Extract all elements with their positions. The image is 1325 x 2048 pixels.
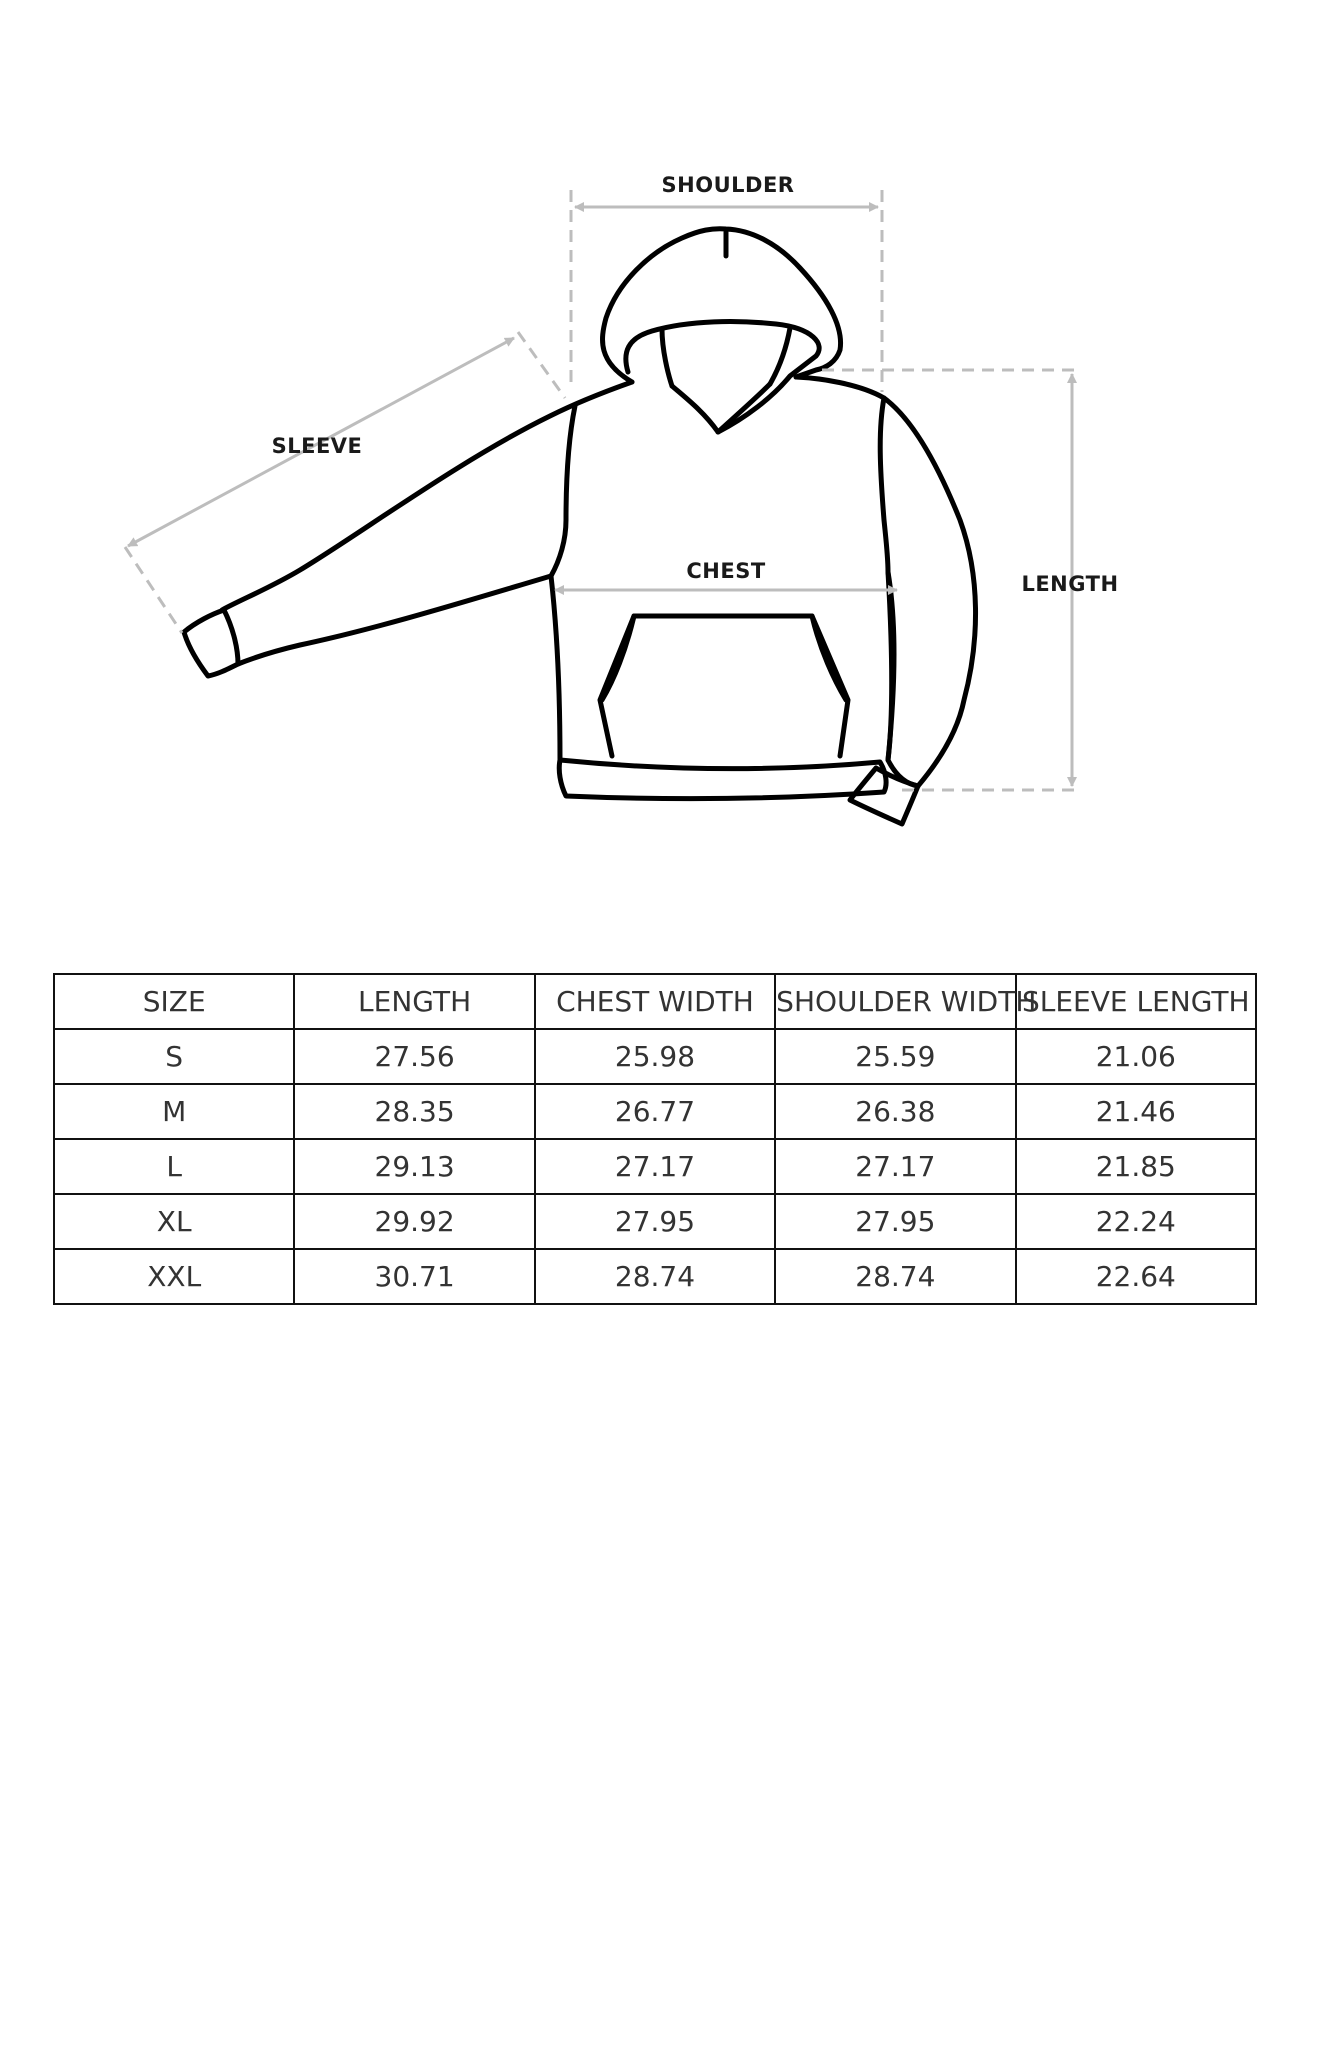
left-sleeve-bottom (238, 576, 551, 664)
cell-size: XXL (54, 1249, 294, 1304)
right-armhole (880, 398, 888, 572)
right-shoulder (796, 377, 976, 786)
hood-collar (672, 386, 718, 432)
header-size: SIZE (54, 974, 294, 1029)
header-length: LENGTH (294, 974, 534, 1029)
hoodie-measurement-diagram (0, 0, 1325, 900)
length-label: LENGTH (1021, 572, 1119, 596)
cell-chest-width: 26.77 (535, 1084, 775, 1139)
pocket-outer (600, 616, 848, 756)
cell-length: 29.13 (294, 1139, 534, 1194)
cell-chest-width: 25.98 (535, 1029, 775, 1084)
cell-size: L (54, 1139, 294, 1194)
cell-shoulder-width: 26.38 (775, 1084, 1015, 1139)
size-chart-table (53, 973, 1257, 1305)
hoodie-outline (184, 229, 976, 824)
cell-shoulder-width: 25.59 (775, 1029, 1015, 1084)
cell-length: 27.56 (294, 1029, 534, 1084)
sleeve-label: SLEEVE (271, 434, 363, 458)
header-shoulder-width: SHOULDER WIDTH (775, 974, 1015, 1029)
cell-shoulder-width: 28.74 (775, 1249, 1015, 1304)
left-sleeve-top (222, 382, 632, 610)
cell-size: XL (54, 1194, 294, 1249)
table-row (54, 1249, 1256, 1304)
cell-chest-width: 27.17 (535, 1139, 775, 1194)
table-row (54, 1194, 1256, 1249)
cell-length: 30.71 (294, 1249, 534, 1304)
cell-sleeve-length: 22.64 (1016, 1249, 1256, 1304)
table-row (54, 1084, 1256, 1139)
cell-sleeve-length: 21.85 (1016, 1139, 1256, 1194)
chest-label: CHEST (686, 559, 766, 583)
hood-outer (603, 229, 841, 382)
cell-size: S (54, 1029, 294, 1084)
left-cuff (184, 610, 238, 676)
table-row (54, 1139, 1256, 1194)
cell-sleeve-length: 21.46 (1016, 1084, 1256, 1139)
hood-lining-right (770, 328, 790, 384)
header-chest-width: CHEST WIDTH (535, 974, 775, 1029)
shoulder-label: SHOULDER (661, 173, 795, 197)
hem-band (559, 760, 886, 799)
cell-length: 29.92 (294, 1194, 534, 1249)
cell-length: 28.35 (294, 1084, 534, 1139)
table-row (54, 1029, 1256, 1084)
left-armhole (551, 406, 575, 576)
hood-collar-right (718, 384, 770, 432)
cell-chest-width: 27.95 (535, 1194, 775, 1249)
cell-size: M (54, 1084, 294, 1139)
table-header-row (54, 974, 1256, 1029)
cell-shoulder-width: 27.17 (775, 1139, 1015, 1194)
cell-chest-width: 28.74 (535, 1249, 775, 1304)
hood-lining-left (662, 329, 672, 386)
body-left-side (551, 576, 560, 760)
cell-sleeve-length: 22.24 (1016, 1194, 1256, 1249)
cell-sleeve-length: 21.06 (1016, 1029, 1256, 1084)
header-sleeve-length: SLEEVE LENGTH (1016, 974, 1256, 1029)
cell-shoulder-width: 27.95 (775, 1194, 1015, 1249)
